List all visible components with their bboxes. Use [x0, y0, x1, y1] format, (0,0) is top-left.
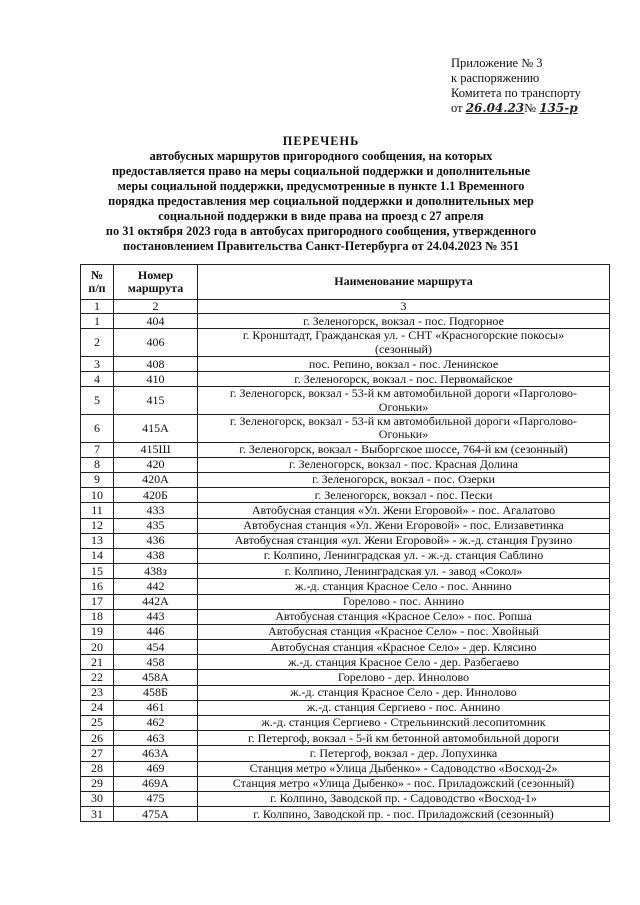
route-number: 462	[114, 716, 198, 731]
table-row	[81, 807, 610, 822]
table-row	[81, 473, 610, 488]
column-index-row	[81, 300, 610, 314]
route-name: г. Колпино, Ленинградская ул. - ж.-д. станция Саблино	[198, 548, 610, 563]
route-name: ж.-д. станция Красное Село - пос. Аннино	[198, 579, 610, 594]
route-number: 469	[114, 761, 198, 776]
row-number: 22	[81, 670, 114, 685]
row-number: 27	[81, 746, 114, 761]
row-number: 24	[81, 700, 114, 715]
row-number: 19	[81, 624, 114, 639]
from-label: от	[451, 101, 463, 115]
route-number: 420Б	[114, 488, 198, 503]
route-name: пос. Репино, вокзал - пос. Ленинское	[198, 357, 610, 372]
route-name: Автобусная станция «Красное Село» - дер. Клясино	[198, 640, 610, 655]
table-row	[81, 357, 610, 372]
route-number: 475	[114, 791, 198, 806]
route-name: Автобусная станция «Красное Село» - пос. Хвойный	[198, 624, 610, 639]
row-number: 25	[81, 716, 114, 731]
route-number: 454	[114, 640, 198, 655]
table-row	[81, 640, 610, 655]
route-number: 415А	[114, 415, 198, 443]
table-row	[81, 776, 610, 791]
route-name: Автобусная станция «Красное Село» - пос. Ропша	[198, 609, 610, 624]
route-number: 420А	[114, 473, 198, 488]
title-line: порядка предоставления мер социальной поддержки и дополнительных мер	[108, 194, 534, 208]
route-name: ж.-д. станция Красное Село - дер. Разбегаево	[198, 655, 610, 670]
table-row	[81, 700, 610, 715]
title-heading: ПЕРЕЧЕНЬ	[282, 134, 360, 148]
route-name: Автобусная станция «ул. Жени Егоровой» - ж.-д. станция Грузино	[198, 533, 610, 548]
row-number: 9	[81, 473, 114, 488]
title-line: по 31 октября 2023 года в автобусах пригородного сообщения, утвержденного	[105, 224, 537, 238]
route-name: ж.-д. станция Сергиево - Стрельнинский лесопитомник	[198, 716, 610, 731]
table-row	[81, 609, 610, 624]
route-name: г. Зеленогорск, вокзал - пос. Первомайское	[198, 372, 610, 387]
row-number: 29	[81, 776, 114, 791]
row-number: 1	[81, 314, 114, 329]
column-index: 3	[198, 300, 610, 314]
row-number: 28	[81, 761, 114, 776]
table-row	[81, 670, 610, 685]
table-row	[81, 761, 610, 776]
table-row	[81, 564, 610, 579]
table-row	[81, 442, 610, 457]
table-row	[81, 533, 610, 548]
row-number: 18	[81, 609, 114, 624]
row-number: 4	[81, 372, 114, 387]
row-number: 10	[81, 488, 114, 503]
row-number: 6	[81, 415, 114, 443]
route-number: 446	[114, 624, 198, 639]
document-title	[80, 134, 562, 254]
table-row	[81, 457, 610, 472]
route-name: ж.-д. станция Сергиево - пос. Аннино	[198, 700, 610, 715]
route-number: 463А	[114, 746, 198, 761]
route-name: Автобусная станция «Ул. Жени Егоровой» - пос. Елизаветинка	[198, 518, 610, 533]
route-number: 415Ш	[114, 442, 198, 457]
route-name: г. Зеленогорск, вокзал - пос. Озерки	[198, 473, 610, 488]
route-number: 436	[114, 533, 198, 548]
route-number: 415	[114, 387, 198, 415]
route-number: 442	[114, 579, 198, 594]
appendix-header	[451, 56, 631, 116]
table-row	[81, 731, 610, 746]
route-number: 410	[114, 372, 198, 387]
row-number: 31	[81, 807, 114, 822]
route-name: Станция метро «Улица Дыбенко» - пос. Приладожский (сезонный)	[198, 776, 610, 791]
table-header-row	[81, 265, 610, 300]
routes-table-body	[81, 314, 610, 822]
column-index: 2	[114, 300, 198, 314]
route-name: г. Петергоф, вокзал - дер. Лопухинка	[198, 746, 610, 761]
appendix-line-1: Приложение № 3	[451, 56, 543, 70]
header-route-number: Номер маршрута	[114, 265, 198, 300]
table-row	[81, 548, 610, 563]
route-number: 458Б	[114, 685, 198, 700]
row-number: 8	[81, 457, 114, 472]
route-name: г. Зеленогорск, вокзал - пос. Красная Долина	[198, 457, 610, 472]
table-row	[81, 655, 610, 670]
appendix-line-3: Комитета по транспорту	[451, 86, 581, 100]
row-number: 26	[81, 731, 114, 746]
route-name: г. Колпино, Заводской пр. - Садоводство «Восход-1»	[198, 791, 610, 806]
route-name: Горелово - дер. Иннолово	[198, 670, 610, 685]
route-number: 435	[114, 518, 198, 533]
route-number: 404	[114, 314, 198, 329]
table-row	[81, 518, 610, 533]
table-row	[81, 503, 610, 518]
title-line: предоставляется право на меры социальной поддержки и дополнительные	[111, 164, 531, 178]
route-number: 406	[114, 329, 198, 357]
row-number: 16	[81, 579, 114, 594]
header-number: № п/п	[81, 265, 114, 300]
row-number: 15	[81, 564, 114, 579]
route-number: 458А	[114, 670, 198, 685]
route-number: 433	[114, 503, 198, 518]
row-number: 21	[81, 655, 114, 670]
route-name: Станция метро «Улица Дыбенко» - Садоводство «Восход-2»	[198, 761, 610, 776]
route-number: 461	[114, 700, 198, 715]
row-number: 5	[81, 387, 114, 415]
route-name: г. Зеленогорск, вокзал - 53-й км автомобильной дороги «Парголово- Огоньки»	[198, 415, 610, 443]
row-number: 11	[81, 503, 114, 518]
table-row	[81, 488, 610, 503]
route-number: 463	[114, 731, 198, 746]
route-name: г. Зеленогорск, вокзал - пос. Пески	[198, 488, 610, 503]
table-row	[81, 685, 610, 700]
table-row	[81, 387, 610, 415]
number-label: №	[524, 101, 537, 115]
row-number: 13	[81, 533, 114, 548]
row-number: 17	[81, 594, 114, 609]
order-date: 26.04.23	[465, 101, 525, 115]
table-row	[81, 329, 610, 357]
table-row	[81, 314, 610, 329]
table-row	[81, 415, 610, 443]
title-line: постановлением Правительства Санкт-Петербурга от 24.04.2023 № 351	[123, 239, 519, 253]
route-number: 458	[114, 655, 198, 670]
row-number: 20	[81, 640, 114, 655]
table-row	[81, 594, 610, 609]
route-name: Горелово - пос. Аннино	[198, 594, 610, 609]
route-number: 442А	[114, 594, 198, 609]
row-number: 7	[81, 442, 114, 457]
route-number: 408	[114, 357, 198, 372]
row-number: 14	[81, 548, 114, 563]
route-number: 469А	[114, 776, 198, 791]
table-row	[81, 716, 610, 731]
routes-table	[80, 264, 610, 822]
route-number: 438з	[114, 564, 198, 579]
row-number: 30	[81, 791, 114, 806]
header-route-name: Наименование маршрута	[198, 265, 610, 300]
route-number: 420	[114, 457, 198, 472]
table-row	[81, 579, 610, 594]
table-row	[81, 372, 610, 387]
route-name: г. Петергоф, вокзал - 5-й км бетонной автомобильной дороги	[198, 731, 610, 746]
appendix-line-2: к распоряжению	[451, 71, 540, 85]
route-number: 475А	[114, 807, 198, 822]
route-name: г. Зеленогорск, вокзал - пос. Подгорное	[198, 314, 610, 329]
order-date-line	[451, 101, 631, 116]
route-name: г. Зеленогорск, вокзал - Выборгское шоссе, 764-й км (сезонный)	[198, 442, 610, 457]
route-number: 438	[114, 548, 198, 563]
route-name: г. Зеленогорск, вокзал - 53-й км автомобильной дороги «Парголово- Огоньки»	[198, 387, 610, 415]
title-line: автобусных маршрутов пригородного сообщения, на которых	[149, 149, 493, 163]
row-number: 12	[81, 518, 114, 533]
row-number: 23	[81, 685, 114, 700]
column-index: 1	[81, 300, 114, 314]
route-number: 443	[114, 609, 198, 624]
table-row	[81, 624, 610, 639]
route-name: ж.-д. станция Красное Село - дер. Иннолово	[198, 685, 610, 700]
route-name: Автобусная станция «Ул. Жени Егоровой» - пос. Агалатово	[198, 503, 610, 518]
order-number: 135-р	[539, 101, 578, 115]
route-name: г. Колпино, Заводской пр. - пос. Приладожский (сезонный)	[198, 807, 610, 822]
route-name: г. Кронштадт, Гражданская ул. - СНТ «Красногорские покосы» (сезонный)	[198, 329, 610, 357]
route-name: г. Колпино, Ленинградская ул. - завод «Сокол»	[198, 564, 610, 579]
table-row	[81, 746, 610, 761]
row-number: 3	[81, 357, 114, 372]
title-line: меры социальной поддержки, предусмотренные в пункте 1.1 Временного	[117, 179, 525, 193]
table-row	[81, 791, 610, 806]
row-number: 2	[81, 329, 114, 357]
title-line: социальной поддержки в виде права на проезд с 27 апреля	[158, 209, 484, 223]
